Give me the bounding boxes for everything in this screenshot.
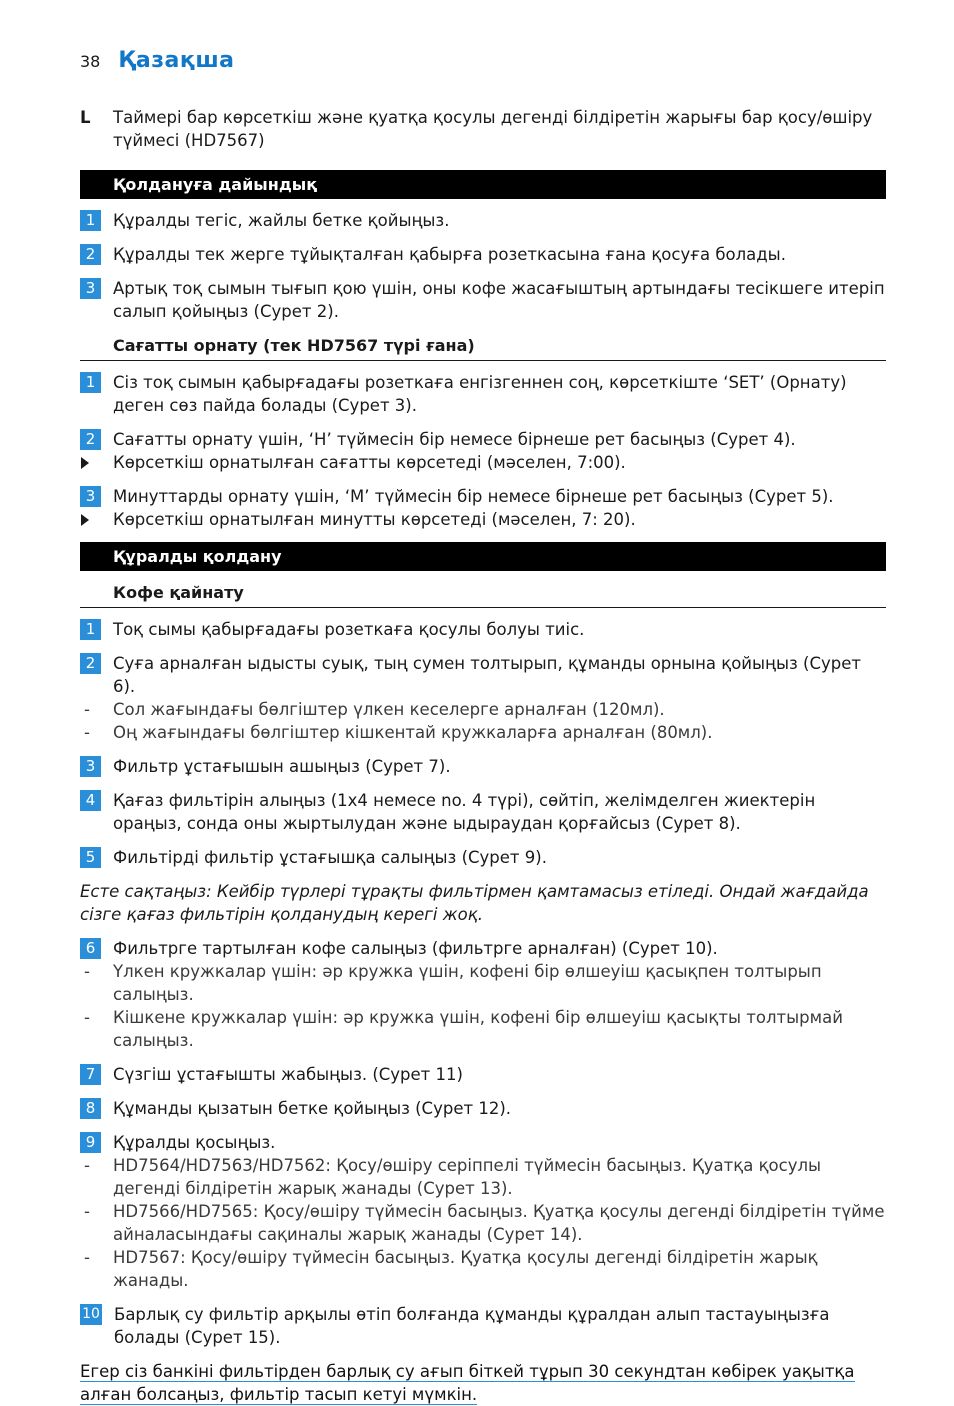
step-number-badge: 2 (80, 429, 101, 450)
overflow-warning (80, 1360, 886, 1406)
step-text: Артық тоқ сымын тығып қою үшін, оны кофе жасағыштың артындағы тесікшеге итеріп салып қойыңыз (Сурет 2). (113, 279, 885, 321)
dash-item: - Сол жағындағы бөлгіштер үлкен кеселерге арналған (120мл). (84, 700, 665, 719)
step-text: Фильтр ұстағышын ашыңыз (Сурет 7). (113, 757, 451, 776)
clock-result-3 (80, 508, 886, 531)
step-number-badge: 1 (80, 372, 101, 393)
use-step-10 (80, 1303, 886, 1349)
step-text: Сіз тоқ сымын қабырғадағы розеткаға енгізгеннен соң, көрсеткіште ‘SET’ (Орнату) деген сөз пайда болады (Сурет 3). (113, 373, 847, 415)
dash-item: - Оң жағындағы бөлгіштер кішкентай кружкаларға арналған (80мл). (84, 723, 713, 742)
step-number-badge: 2 (80, 653, 101, 674)
step-text: Құралды тек жерге тұйықталған қабырға розеткасына ғана қосуға болады. (113, 245, 786, 264)
use-step-6-notes (80, 960, 886, 1052)
step-number-badge: 4 (80, 790, 101, 811)
step-number-badge: 1 (80, 210, 101, 231)
subheading-clock: Сағатты орнату (тек HD7567 түрі ғана) (80, 334, 886, 361)
use-step-3 (80, 755, 886, 778)
use-step-8 (80, 1097, 886, 1120)
step-number-badge: 3 (80, 278, 101, 299)
result-triangle-icon (80, 508, 113, 531)
use-step-6 (80, 937, 886, 960)
legend-item-l (80, 106, 886, 152)
use-step-2 (80, 652, 886, 698)
prep-step-1 (80, 209, 886, 232)
step-number-badge: 3 (80, 756, 101, 777)
dash-item: - HD7564/HD7563/HD7562: Қосу/өшіру серіппелі түймесін басыңыз. Қуатқа қосулы дегенді білдіретін жарық жанады (Сурет 13). (84, 1156, 822, 1198)
clock-step-3 (80, 485, 886, 508)
step-text: Сүзгіш ұстағышты жабыңыз. (Сурет 11) (113, 1065, 463, 1084)
result-text: Көрсеткіш орнатылған минутты көрсетеді (мәселен, 7: 20). (113, 510, 636, 529)
page-header (80, 48, 235, 73)
clock-result-2 (80, 451, 886, 474)
step-text: Барлық су фильтір арқылы өтіп болғанда құманды құралдан алып тастауыңызға болады (Сурет 15). (114, 1305, 830, 1347)
use-step-5 (80, 846, 886, 869)
step-number-badge: 7 (80, 1064, 101, 1085)
dash-item: - Үлкен кружкалар үшін: әр кружка үшін, кофені бір өлшеуіш қасықпен толтырып салыңыз. (84, 962, 822, 1004)
step-text: Фильтрге тартылған кофе салыңыз (фильтрге арналған) (Сурет 10). (113, 939, 718, 958)
clock-step-1 (80, 371, 886, 417)
step-text: Құралды тегіс, жайлы бетке қойыңыз. (113, 211, 450, 230)
section-heading-prep: Қолдануға дайындық (80, 170, 886, 199)
step-number-badge: 6 (80, 938, 101, 959)
use-step-9 (80, 1131, 886, 1154)
step-text: Қағаз фильтірін алыңыз (1x4 немесе no. 4 түрі), сөйтіп, желімделген жиектерін ораңыз, сонда оны жыртылудан және ыдыраудан қорғайсыз (Сурет 8). (113, 791, 816, 833)
legend-text: Таймері бар көрсеткіш және қуатқа қосулы дегенді білдіретін жарығы бар қосу/өшіру түймесі (HD7567) (113, 108, 873, 150)
step-text: Сағатты орнату үшін, ‘H’ түймесін бір немесе бірнеше рет басыңыз (Сурет 4). (113, 430, 796, 449)
step-text: Минуттарды орнату үшін, ‘M’ түймесін бір немесе бірнеше рет басыңыз (Сурет 5). (113, 487, 834, 506)
use-step-2-notes (80, 698, 886, 744)
step-number-badge: 10 (80, 1304, 102, 1325)
step-number-badge: 1 (80, 619, 101, 640)
section-heading-use: Құралды қолдану (80, 542, 886, 571)
clock-step-2 (80, 428, 886, 451)
dash-item: - Кішкене кружкалар үшін: әр кружка үшін, кофені бір өлшеуіш қасықты толтырмай салыңыз. (84, 1008, 843, 1050)
step-text: Тоқ сымы қабырғадағы розеткаға қосулы болуы тиіс. (113, 620, 585, 639)
use-step-9-notes (80, 1154, 886, 1292)
step-text: Фильтірді фильтір ұстағышқа салыңыз (Сурет 9). (113, 848, 547, 867)
result-text: Көрсеткіш орнатылған сағатты көрсетеді (мәселен, 7:00). (113, 453, 626, 472)
step-text: Суға арналған ыдысты суық, тың сумен толтырып, құманды орнына қойыңыз (Сурет 6). (113, 654, 861, 696)
use-step-7 (80, 1063, 886, 1086)
step-text: Құманды қызатын бетке қойыңыз (Сурет 12). (113, 1099, 511, 1118)
use-step-1 (80, 618, 886, 641)
manual-content (80, 106, 886, 1406)
dash-item: - HD7567: Қосу/өшіру түймесін басыңыз. Қуатқа қосулы дегенді білдіретін жарық жанады. (84, 1248, 818, 1290)
step-number-badge: 9 (80, 1132, 101, 1153)
result-triangle-icon (80, 451, 113, 474)
filter-note: Есте сақтаңыз: Кейбір түрлері тұрақты фильтірмен қамтамасыз етіледі. Ондай жағдайда сізге қағаз фильтірін қолданудың керегі жоқ. (80, 882, 869, 924)
prep-step-3 (80, 277, 886, 323)
step-number-badge: 8 (80, 1098, 101, 1119)
legend-letter: L (80, 108, 91, 127)
step-text: Құралды қосыңыз. (113, 1133, 276, 1152)
language-title: Қазақша (118, 48, 235, 73)
step-number-badge: 2 (80, 244, 101, 265)
prep-step-2 (80, 243, 886, 266)
use-step-4 (80, 789, 886, 835)
step-number-badge: 3 (80, 486, 101, 507)
dash-item: - HD7566/HD7565: Қосу/өшіру түймесін басыңыз. Қуатқа қосулы дегенді білдіретін түйме айналасындағы сақиналы жарық жанады (Сурет 14). (84, 1202, 885, 1244)
page-number: 38 (80, 52, 101, 71)
warning-text: Егер сіз банкіні фильтірден барлық су ағып біткей тұрып 30 секундтан көбірек уақытқа алған болсаңыз, фильтір тасып кетуі мүмкін. (80, 1362, 855, 1404)
subheading-brewing: Кофе қайнату (80, 581, 886, 608)
step-number-badge: 5 (80, 847, 101, 868)
